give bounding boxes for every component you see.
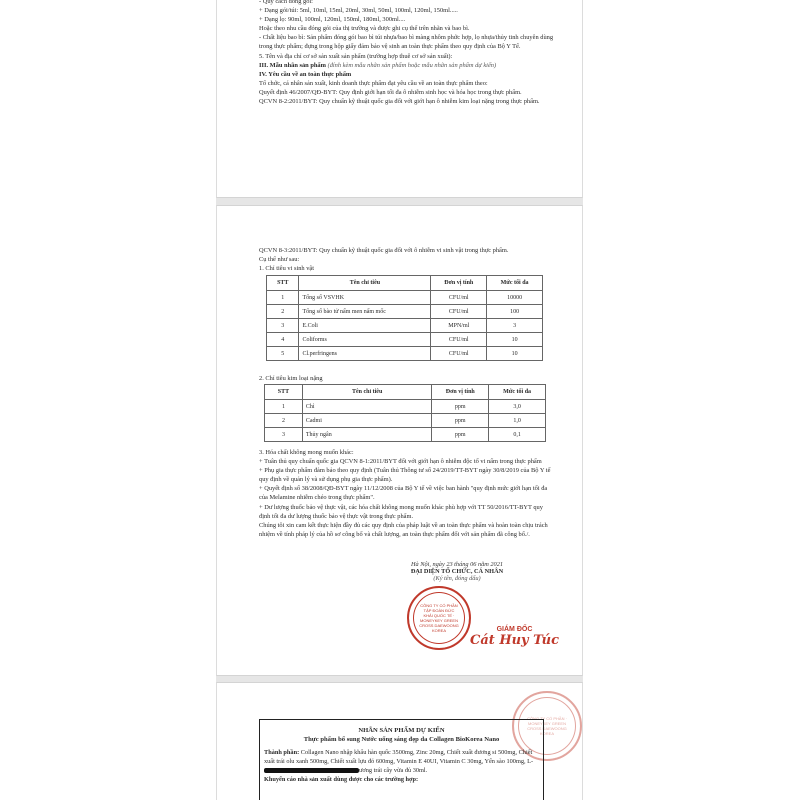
text-line: + Dạng lọ: 90ml, 100ml, 120ml, 150ml, 180ml, 300ml.... — [259, 16, 406, 24]
table2-title: 2. Chỉ tiêu kim loại nặng — [259, 375, 323, 382]
signature-date: Hà Nội, ngày 23 tháng 06 năm 2021 — [410, 561, 503, 568]
table-row — [267, 319, 543, 333]
text-line: Hoặc theo nhu cầu đóng gói của thị trường và được ghi cụ thể trên nhãn và bao bì. — [259, 25, 470, 33]
text-line: Cụ thể như sau: — [259, 256, 300, 264]
ingredients-tail: ương trái cây vừa đủ 30ml. — [359, 767, 428, 774]
stamp-text: CÔNG TY CỔ PHẦN TẬP ĐOÀN ĐỨC KHẢI QUỐC TẾ · MONEYKEY GREEN CROSS DAEWOONG KOREA — [419, 603, 459, 633]
commitment-text: Chúng tôi xin cam kết thực hiện đầy đủ các quy định của pháp luật về an toàn thực phẩm và hoàn toàn chịu trách nhiệm về tính pháp lý của hồ sơ công bố và chất lượng, an toàn thực phẩm đối với sản phẩm đã công bố./. — [259, 521, 548, 538]
table-row — [267, 347, 543, 361]
cell: MPN/ml — [431, 319, 487, 333]
director-block — [467, 626, 562, 648]
label-subtitle: Thực phẩm bổ sung Nước uống sáng đẹp da Collagen BioKorea Nano — [303, 736, 500, 743]
text-line: Quyết định 46/2007/QĐ-BYT: Quy định giới hạn tối đa ô nhiễm sinh học và hóa học trong thực phẩm. — [259, 88, 522, 96]
cell: E.Coli — [299, 319, 431, 333]
cell: Cl.perfringens — [299, 347, 431, 361]
cell: 10000 — [487, 291, 543, 305]
table-header-row — [267, 276, 543, 291]
director-position: GIÁM ĐỐC — [496, 626, 533, 633]
director-name: Cát Huy Túc — [470, 633, 559, 648]
table-row — [267, 291, 543, 305]
cell: CFU/ml — [431, 347, 487, 361]
cell: 10 — [487, 333, 543, 347]
signature-note: (Ký tên, đóng dấu) — [433, 575, 481, 582]
col-header: Đơn vị tính — [431, 276, 487, 291]
cell: Chì — [302, 400, 431, 414]
label-title: NHÃN SẢN PHẨM DỰ KIẾN — [358, 727, 445, 734]
signature-block — [387, 561, 527, 582]
ingredients-paragraph — [264, 748, 539, 775]
col-header: STT — [267, 276, 299, 291]
cell: 10 — [487, 347, 543, 361]
cell: 3 — [487, 319, 543, 333]
cell: CFU/ml — [431, 305, 487, 319]
document-page-3 — [216, 682, 583, 800]
text-line: 5. Tên và địa chỉ cơ sở sản xuất sản phẩm (trường hợp thuê cơ sở sản xuất): — [259, 52, 453, 60]
text-line: + Dư lượng thuốc bảo vệ thực vật, các hóa chất không mong muốn khác phù hợp với TT 50/2016/TT-BYT quy định tối đa dư lượng thuốc bảo vệ thực vật trong thực phẩm. — [259, 503, 543, 520]
section-3-note: (đính kèm mẫu nhãn sản phẩm hoặc mẫu nhãn sản phẩm dự kiến) — [327, 61, 497, 69]
packaging-section — [259, 0, 554, 106]
document-page-2 — [216, 205, 583, 676]
cell: 100 — [487, 305, 543, 319]
text-line: + Quyết định số 38/2008/QĐ-BYT ngày 11/12/2008 của Bộ Y tế về việc ban hành "quy định mức giới hạn tối đa của Melamine nhiễm chéo trong thực phẩm". — [259, 485, 548, 502]
text-line: - Quy cách đóng gói: — [259, 0, 313, 5]
document-page-1 — [216, 0, 583, 198]
col-header: Tên chỉ tiêu — [299, 276, 431, 291]
text-line: + Phụ gia thực phẩm đảm bảo theo quy định (Tuân thủ Thông tư số 24/2019/TT-BYT ngày 30/8/2019 của Bộ Y tế quy định về quản lý và sử dụng phụ gia thực phẩm). — [259, 467, 551, 484]
table-row — [265, 400, 546, 414]
stamp-text: CÔNG TY CỔ PHẦN · MONEYKEY GREEN CROSS DAEWOONG KOREA — [527, 716, 567, 736]
col-header: Mức tối đa — [489, 385, 546, 400]
text-line: QCVN 8-3:2011/BYT: Quy chuẩn kỹ thuật quốc gia đối với ô nhiễm vi sinh vật trong thực phẩm. — [259, 247, 509, 254]
text-line: Tổ chức, cá nhân sản xuất, kinh doanh thực phẩm đạt yêu cầu về an toàn thực phẩm theo: — [259, 79, 488, 87]
table-row — [265, 428, 546, 442]
cell: 2 — [267, 305, 299, 319]
text-line: QCVN 8-2:2011/BYT: Quy chuẩn kỹ thuật quốc gia đối với giới hạn ô nhiễm kim loại nặng trong thực phẩm. — [259, 98, 540, 106]
cell: Tổng số VSVHK — [299, 291, 431, 305]
cell: ppm — [432, 400, 489, 414]
col-header: Đơn vị tính — [432, 385, 489, 400]
cell: 5 — [267, 347, 299, 361]
cell: 3 — [267, 319, 299, 333]
col-header: Mức tối đa — [487, 276, 543, 291]
redaction-mark — [264, 768, 359, 773]
cell: 4 — [267, 333, 299, 347]
cell: 0,1 — [489, 428, 546, 442]
microbiology-table — [266, 275, 543, 361]
cell: ppm — [432, 428, 489, 442]
section-3-title: 3. Hóa chất không mong muốn khác: — [259, 449, 354, 456]
cell: ppm — [432, 414, 489, 428]
cell: 3,0 — [489, 400, 546, 414]
recommendation-label: Khuyến cáo nhà sản xuất dùng được cho các trường hợp: — [264, 776, 419, 783]
microbiology-intro — [259, 246, 554, 273]
table-row — [267, 305, 543, 319]
section-3-title: III. Mẫu nhãn sản phẩm — [259, 61, 326, 69]
cell: Cadmi — [302, 414, 431, 428]
cell: CFU/ml — [431, 291, 487, 305]
table-row — [267, 333, 543, 347]
section-3-heading — [259, 61, 554, 70]
cell: 1 — [267, 291, 299, 305]
cell: Tổng số bào tử nấm men nấm mốc — [299, 305, 431, 319]
text-line: - Chất liệu bao bì: Sản phẩm đóng gói bao bì túi nhựa/bao bì màng nhôm phức hợp, lọ nhựa/thủy tinh chuyên dùng trong thực phẩm; đựng trong hộp giấy đảm bảo vệ sinh an toàn thực phẩm theo quy định của Bộ Y Tế. — [259, 34, 554, 51]
product-label-box — [259, 719, 544, 800]
cell: 1,0 — [489, 414, 546, 428]
cell: CFU/ml — [431, 333, 487, 347]
ingredients-text: Collagen Nano nhập khẩu hàn quốc 3500mg, Zinc 20mg, Chiết xuất đương si 500mg, Chiết xuất trái olu xanh 500mg, Chiết xuất lựu đỏ 600mg, Vitamin E 40UI, Vitamin C 30mg, Yến sào 100mg, L- — [264, 749, 534, 765]
other-chemicals-section — [259, 448, 554, 539]
page-separator — [216, 198, 583, 205]
text-line: + Dạng gói/túi: 5ml, 10ml, 15ml, 20ml, 30ml, 50ml, 100ml, 120ml, 150ml..... — [259, 7, 458, 15]
text-line: + Tuân thủ quy chuẩn quốc gia QCVN 8-1:2011/BYT đối với giới hạn ô nhiễm độc tố vi nấm trong thực phẩm — [259, 458, 542, 466]
table2-heading — [259, 374, 554, 383]
signature-title: ĐẠI DIỆN TỔ CHỨC, CÁ NHÂN — [410, 568, 504, 575]
cell: 1 — [265, 400, 303, 414]
cell: 3 — [265, 428, 303, 442]
cell: 2 — [265, 414, 303, 428]
table-row — [265, 414, 546, 428]
heavy-metals-table — [264, 384, 546, 442]
section-4-title: IV. Yêu cầu về an toàn thực phẩm — [259, 70, 352, 78]
table-header-row — [265, 385, 546, 400]
col-header: Tên chỉ tiêu — [302, 385, 431, 400]
company-stamp-icon — [407, 586, 471, 650]
ingredients-label: Thành phần: — [264, 749, 300, 756]
cell: Coliforms — [299, 333, 431, 347]
cell: Thủy ngân — [302, 428, 431, 442]
table1-title: 1. Chỉ tiêu vi sinh vật — [259, 265, 315, 273]
col-header: STT — [265, 385, 303, 400]
